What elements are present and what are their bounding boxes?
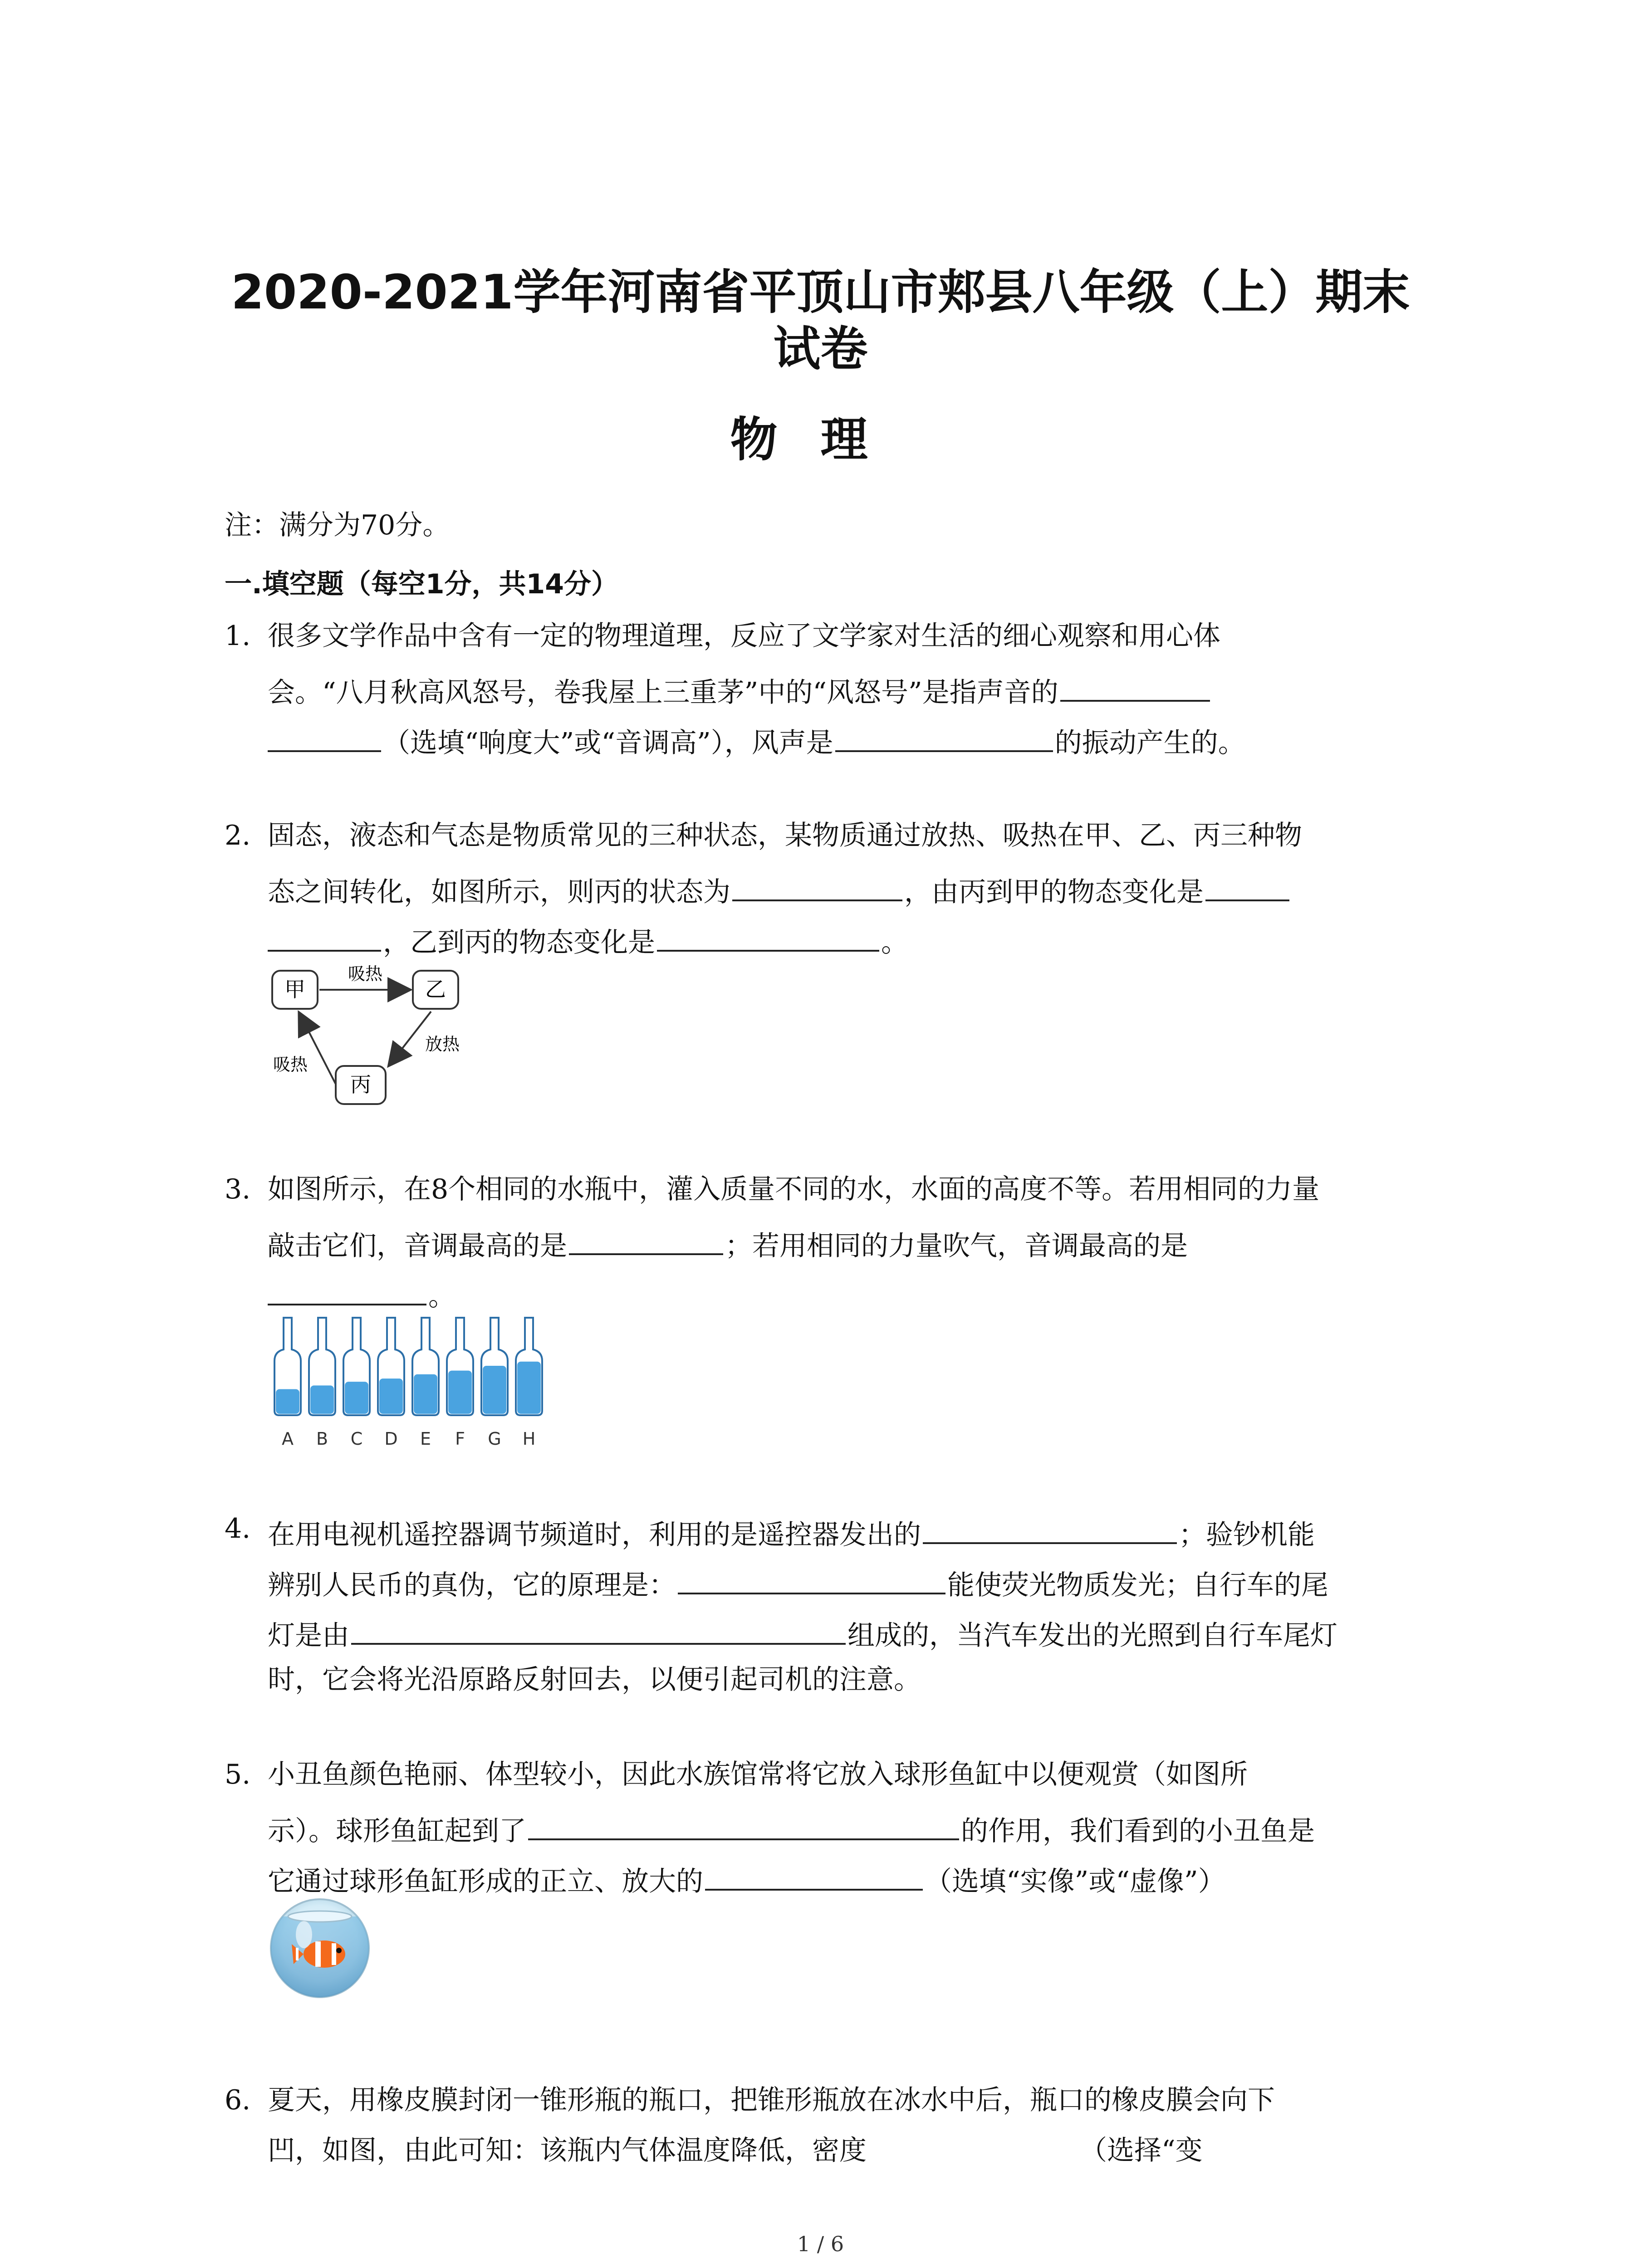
q5-blank1[interactable] bbox=[528, 1811, 959, 1840]
q5-line3-text-a: 它通过球形鱼缸形成的正立、放大的 bbox=[268, 1866, 703, 1897]
bottle-D bbox=[378, 1318, 404, 1449]
q1-blank1[interactable] bbox=[1060, 673, 1210, 702]
q3-line3-text: 。 bbox=[428, 1281, 456, 1312]
water-level-C bbox=[345, 1382, 368, 1414]
q2-line1: 固态，液态和气态是物质常见的三种状态，某物质通过放热、吸热在甲、乙、丙三种物 bbox=[268, 820, 1302, 851]
bottle-E bbox=[412, 1318, 439, 1449]
q1-line3-text-a: （选填“响度大”或“音调高”），风声是 bbox=[383, 727, 833, 759]
bottle-label-G: G bbox=[488, 1429, 501, 1449]
q2-blank3[interactable] bbox=[657, 923, 879, 952]
exam-title-line1: 2020-2021学年河南省平顶山市郏县八年级（上）期末 bbox=[231, 264, 1410, 320]
q1-line3 bbox=[268, 723, 1245, 757]
q1-number: 1. bbox=[225, 620, 251, 652]
q4-blank3[interactable] bbox=[351, 1616, 846, 1645]
q5-line2-text-a: 示）。球形鱼缸起到了 bbox=[268, 1815, 526, 1847]
q1-blank1-cont[interactable] bbox=[268, 723, 381, 752]
water-level-G bbox=[483, 1366, 506, 1414]
bottle-F bbox=[447, 1318, 473, 1449]
water-level-E bbox=[414, 1374, 437, 1414]
q1-line2 bbox=[268, 673, 1212, 709]
q3-line1: 如图所示，在8个相同的水瓶中，灌入质量不同的水，水面的高度不等。若用相同的力量 bbox=[268, 1173, 1320, 1205]
label-xire-left: 吸热 bbox=[273, 1055, 308, 1075]
q3-line2-text-a: 敲击它们，音调最高的是 bbox=[268, 1230, 567, 1262]
q6-line2-text-a: 凹，如图，由此可知：该瓶内气体温度降低，密度 bbox=[268, 2135, 867, 2166]
q4-line3-text-a: 灯是由 bbox=[268, 1620, 349, 1652]
q2-line2-text-a: 态之间转化，如图所示，则丙的状态为 bbox=[268, 876, 730, 908]
q4-line2-text-a: 辨别人民币的真伪，它的原理是： bbox=[268, 1569, 676, 1601]
q4-line1-text-b: ；验钞机能 bbox=[1179, 1519, 1315, 1551]
q2-blank1[interactable] bbox=[732, 872, 902, 901]
bottle-B bbox=[309, 1318, 335, 1449]
q4-line4: 时，它会将光沿原路反射回去，以便引起司机的注意。 bbox=[268, 1664, 921, 1696]
state-change-diagram bbox=[263, 957, 481, 1120]
q3-blank1[interactable] bbox=[569, 1226, 723, 1255]
label-fangre: 放热 bbox=[425, 1034, 460, 1054]
q4-line2 bbox=[268, 1565, 1328, 1599]
q6-line2-text-b: （选择“变 bbox=[1080, 2135, 1203, 2166]
q6-line2 bbox=[268, 2137, 1203, 2164]
water-level-B bbox=[310, 1385, 334, 1414]
q5-number: 5. bbox=[225, 1759, 251, 1790]
bottle-label-A: A bbox=[282, 1429, 294, 1449]
q3-line2-text-b: ；若用相同的力量吹气，音调最高的是 bbox=[725, 1230, 1188, 1262]
q4-number: 4. bbox=[225, 1513, 251, 1545]
q2-line3-text-a: ，乙到丙的物态变化是 bbox=[383, 927, 655, 958]
water-level-H bbox=[517, 1362, 541, 1414]
score-note: 注：满分为70分。 bbox=[225, 509, 450, 541]
q2-line2-text-b: ，由丙到甲的物态变化是 bbox=[904, 876, 1204, 908]
q3-line3 bbox=[268, 1276, 456, 1310]
q4-line2-text-b: 能使荧光物质发光；自行车的尾 bbox=[947, 1569, 1328, 1601]
q3-line2 bbox=[268, 1226, 1188, 1260]
q6-number: 6. bbox=[225, 2084, 251, 2116]
q1-line2-text: 会。“八月秋高风怒号，卷我屋上三重茅”中的“风怒号”是指声音的 bbox=[268, 677, 1058, 709]
q1-blank2[interactable] bbox=[835, 723, 1053, 752]
q5-line3 bbox=[268, 1862, 1225, 1895]
q5-line2-text-b: 的作用，我们看到的小丑鱼是 bbox=[961, 1815, 1315, 1847]
clownfish-bowl-image bbox=[265, 1892, 374, 2000]
bottle-C bbox=[343, 1318, 370, 1449]
q2-number: 2. bbox=[225, 820, 251, 851]
q4-line1-text-a: 在用电视机遥控器调节频道时，利用的是遥控器发出的 bbox=[268, 1519, 921, 1551]
q2-blank2-cont[interactable] bbox=[268, 923, 381, 952]
q5-line2 bbox=[268, 1811, 1315, 1845]
label-bing: 丙 bbox=[350, 1072, 371, 1097]
q2-line3 bbox=[268, 923, 908, 956]
q3-blank2[interactable] bbox=[268, 1276, 426, 1305]
q5-blank2[interactable] bbox=[705, 1862, 923, 1891]
section-heading-fill-blank: 一.填空题（每空1分，共14分） bbox=[225, 568, 619, 600]
water-level-A bbox=[276, 1389, 299, 1414]
q4-line3-text-b: 组成的，当汽车发出的光照到自行车尾灯 bbox=[847, 1620, 1337, 1652]
bottle-label-E: E bbox=[420, 1429, 431, 1449]
label-xire-top: 吸热 bbox=[348, 964, 383, 984]
q5-line3-text-b: （选填“实像”或“虚像”） bbox=[925, 1866, 1225, 1897]
q4-blank1[interactable] bbox=[923, 1515, 1177, 1544]
q3-number: 3. bbox=[225, 1173, 251, 1205]
water-level-D bbox=[379, 1378, 403, 1414]
water-level-F bbox=[448, 1371, 472, 1414]
bottle-label-F: F bbox=[455, 1429, 465, 1449]
bottle-label-D: D bbox=[384, 1429, 398, 1449]
q6-line1: 夏天，用橡皮膜封闭一锥形瓶的瓶口，把锥形瓶放在冰水中后，瓶口的橡皮膜会向下 bbox=[268, 2084, 1275, 2116]
page-number: 1 / 6 bbox=[797, 2232, 844, 2256]
exam-title-line2: 试卷 bbox=[773, 321, 868, 376]
q4-line1 bbox=[268, 1515, 1315, 1549]
q5-line1: 小丑鱼颜色艳丽、体型较小，因此水族馆常将它放入球形鱼缸中以便观赏（如图所 bbox=[268, 1759, 1248, 1790]
q4-blank2[interactable] bbox=[678, 1565, 945, 1594]
label-yi: 乙 bbox=[425, 977, 446, 1002]
bottle-H bbox=[516, 1318, 542, 1449]
bottle-label-C: C bbox=[350, 1429, 363, 1449]
q2-blank2[interactable] bbox=[1205, 872, 1289, 901]
bottle-A bbox=[274, 1318, 301, 1449]
q2-line3-text-b: 。 bbox=[881, 927, 908, 958]
subject-title: 物理 bbox=[730, 412, 911, 467]
q2-line2 bbox=[268, 872, 1291, 906]
q4-line3 bbox=[268, 1616, 1337, 1652]
water-bottles-figure bbox=[270, 1313, 551, 1454]
label-jia: 甲 bbox=[284, 977, 305, 1002]
bottle-G bbox=[481, 1318, 508, 1449]
q1-line1: 很多文学作品中含有一定的物理道理，反应了文学家对生活的细心观察和用心体 bbox=[268, 620, 1220, 652]
bottle-label-H: H bbox=[522, 1429, 536, 1449]
q1-line3-text-b: 的振动产生的。 bbox=[1054, 727, 1245, 759]
bottle-label-B: B bbox=[316, 1429, 328, 1449]
